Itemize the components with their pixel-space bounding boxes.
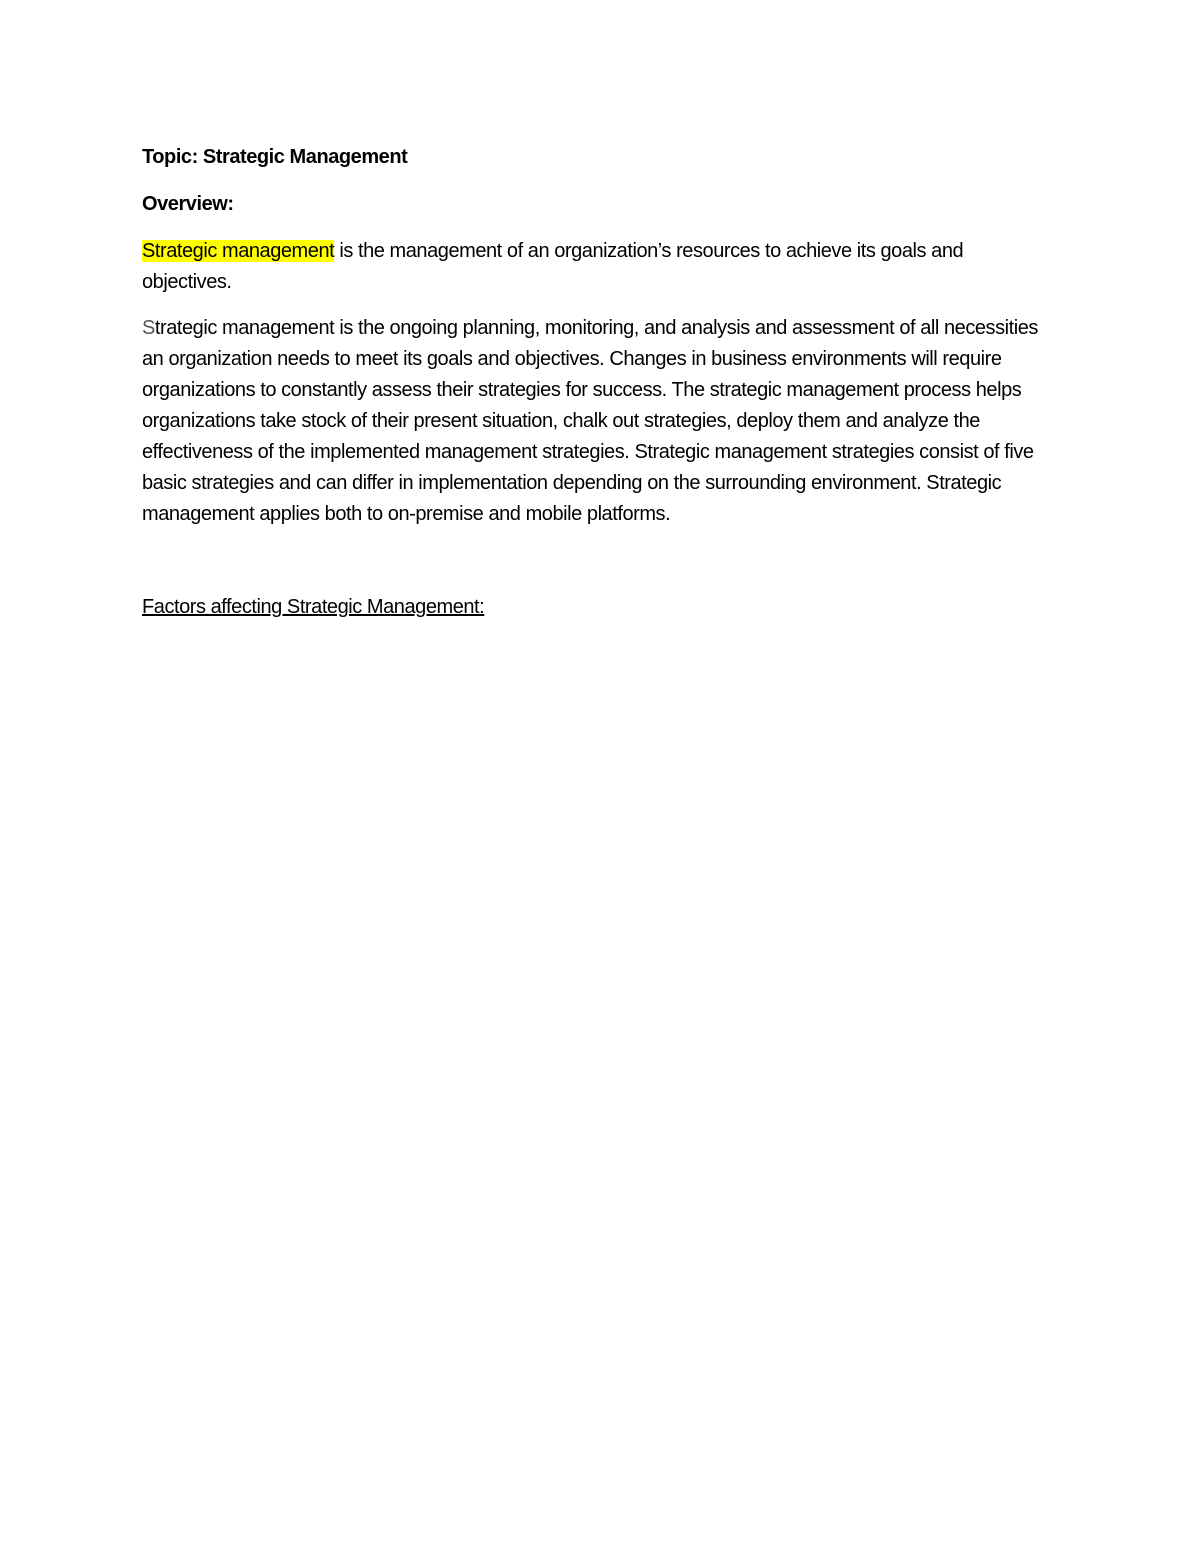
paragraph-first-letter: S	[142, 317, 155, 339]
highlighted-term: Strategic management	[142, 240, 335, 262]
factors-heading: Factors affecting Strategic Management:	[142, 596, 485, 618]
definition-text: is the management of an organization’s resources to achieve its goals and objectives.	[142, 240, 964, 293]
description-text: trategic management is the ongoing planning, monitoring, and analysis and assessment of all necessities an organization needs to meet its goals and objectives. Changes in business environments will require organizations to constantly assess their strategies for success. The strategic management process helps organizations take stock of their present situation, chalk out strategies, deploy them and analyze the effectiveness of the implemented management strategies. Strategic management strategies consist of five basic strategies and can differ in implementation depending on the surrounding environment. Strategic management applies both to on-premise and mobile platforms.	[142, 317, 1038, 525]
topic-heading: Topic: Strategic Management	[142, 146, 408, 168]
document-body	[142, 142, 1052, 623]
description-paragraph	[142, 313, 1052, 530]
definition-paragraph	[142, 236, 1052, 298]
overview-heading: Overview:	[142, 193, 234, 215]
